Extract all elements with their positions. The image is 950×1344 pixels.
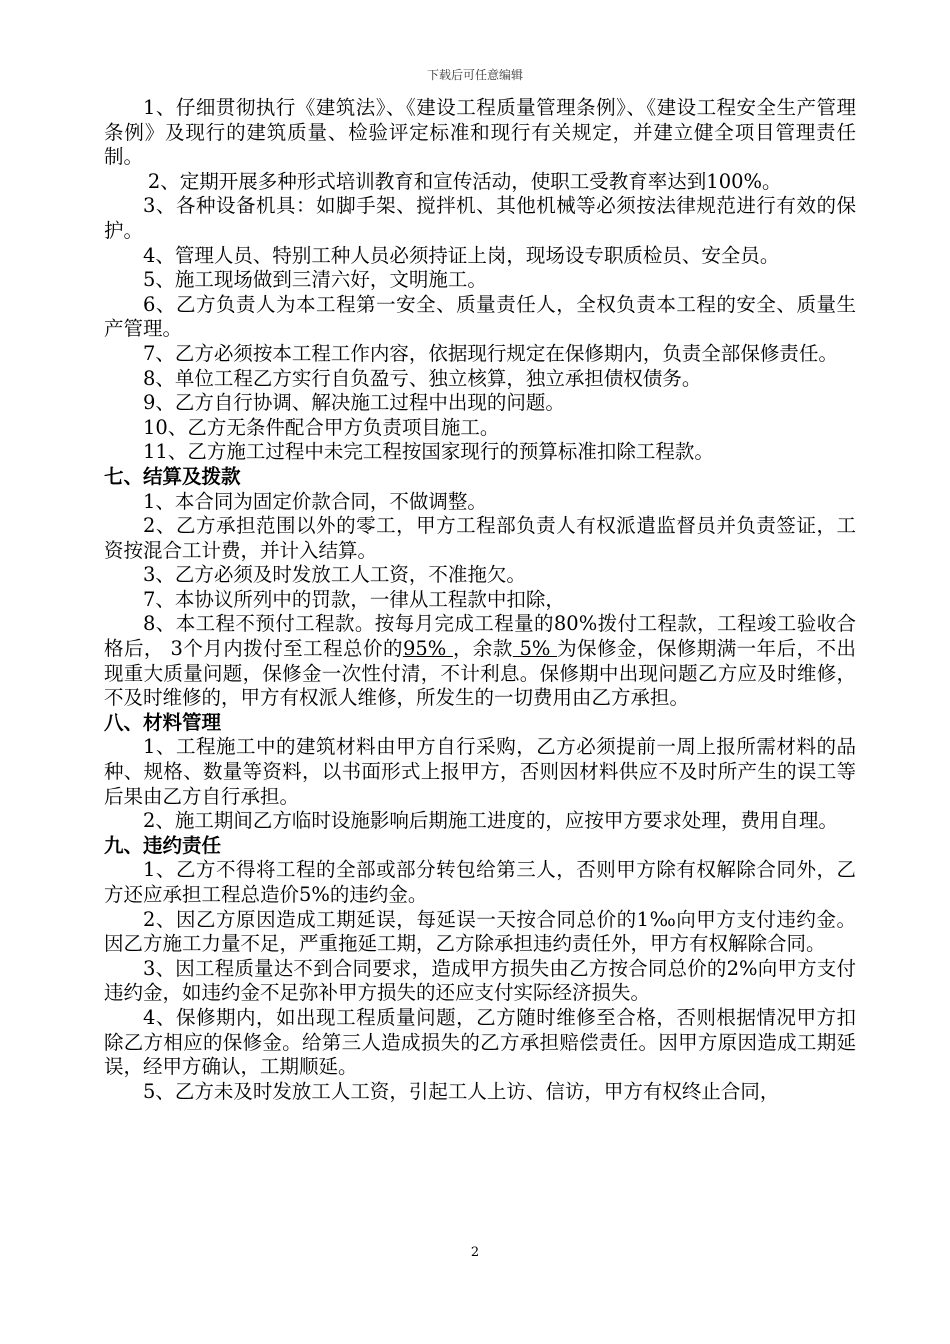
clause-paragraph: 5、施工现场做到三清六好，文明施工。	[143, 268, 487, 292]
section-heading: 九、违约责任	[104, 833, 222, 857]
clause-paragraph: 1、乙方不得将工程的全部或部分转包给第三人，否则甲方除有权解除合同外，乙方还应承担工程总造价5%的违约金。	[104, 858, 856, 906]
clause-paragraph: 2、施工期间乙方临时设施影响后期施工进度的，应按甲方要求处理，费用自理。	[143, 809, 838, 833]
clause-paragraph: 1、本合同为固定价款合同，不做调整。	[143, 489, 487, 513]
clause-paragraph: 2、定期开展多种形式培训教育和宣传活动，使职工受教育率达到100%。	[147, 169, 782, 193]
clause-paragraph: 11、乙方施工过程中未完工程按国家现行的预算标准扣除工程款。	[143, 440, 714, 464]
clause-paragraph: 3、因工程质量达不到合同要求，造成甲方损失由乙方按合同总价的2%向甲方支付违约金，如违约金不足弥补甲方损失的还应支付实际经济损失。	[104, 956, 856, 1005]
clause-paragraph: 5、乙方未及时发放工人工资，引起工人上访、信访，甲方有权终止合同，	[143, 1079, 780, 1103]
payment-percentage: 95%	[402, 637, 453, 661]
clause-paragraph: 4、管理人员、特别工种人员必须持证上岗，现场设专职质检员、安全员。	[143, 243, 780, 267]
section-heading: 七、结算及拨款	[104, 464, 241, 488]
clause-paragraph: 4、保修期内，如出现工程质量问题，乙方随时维修至合格，否则根据情况甲方扣除乙方相应的保修金。给第三人造成损失的乙方承担赔偿责任。因甲方原因造成工期延误，经甲方确认，工期顺延。	[104, 1005, 856, 1079]
clause-text: 8、本工程不预付工程款。按每月完成工程量的80%拨付工程款，工程竣工验收合格后， 3个月内拨付至工程总价的	[104, 612, 856, 661]
retention-percentage: 5%	[512, 637, 558, 661]
clause-text: ，余款	[452, 637, 513, 661]
clause-paragraph: 7、本协议所列中的罚款，一律从工程款中扣除，	[143, 587, 565, 611]
page-number: 2	[470, 1245, 480, 1260]
clause-paragraph: 2、乙方承担范围以外的零工，甲方工程部负责人有权派遣监督员并负责签证，工资按混合工计费，并计入结算。	[104, 514, 856, 562]
clause-paragraph: 1、工程施工中的建筑材料由甲方自行采购，乙方必须提前一周上报所需材料的品种、规格、数量等资料，以书面形式上报甲方，否则因材料供应不及时所产生的误工等后果由乙方自行承担。	[104, 735, 856, 808]
clause-paragraph: 2、因乙方原因造成工期延误，每延误一天按合同总价的1‰向甲方支付违约金。因乙方施工力量不足，严重拖延工期，乙方除承担违约责任外，甲方有权解除合同。	[104, 907, 856, 956]
section-heading: 八、材料管理	[104, 710, 222, 734]
clause-paragraph: 8、单位工程乙方实行自负盈亏、独立核算，独立承担债权债务。	[143, 366, 702, 390]
document-body	[104, 96, 856, 1104]
clause-paragraph: 3、乙方必须及时发放工人工资，不准拖欠。	[143, 563, 526, 587]
clause-paragraph: 3、各种设备机具：如脚手架、搅拌机、其他机械等必须按法律规范进行有效的保护。	[104, 194, 856, 242]
clause-paragraph	[104, 612, 856, 710]
clause-paragraph: 9、乙方自行协调、解决施工过程中出现的问题。	[143, 391, 565, 415]
clause-paragraph: 6、乙方负责人为本工程第一安全、质量责任人，全权负责本工程的安全、质量生产管理。	[104, 292, 856, 341]
clause-paragraph: 1、仔细贯彻执行《建筑法》、《建设工程质量管理条例》、《建设工程安全生产管理条例》及现行的建筑质量、检验评定标准和现行有关规定，并建立健全项目管理责任制。	[104, 96, 856, 169]
clause-paragraph: 7、乙方必须按本工程工作内容，依据现行规定在保修期内，负责全部保修责任。	[143, 341, 838, 365]
clause-text: 为保修金，保修期满一年后，不出现重大质量问题，保修金一次性付清，不计利息。保修期中出现问题乙方应及时维修，不及时维修的，甲方有权派人维修，所发生的一切费用由乙方承担。	[104, 637, 856, 710]
page-header: 下载后可任意编辑	[426, 68, 523, 82]
clause-paragraph: 10、乙方无条件配合甲方负责项目施工。	[143, 415, 500, 439]
